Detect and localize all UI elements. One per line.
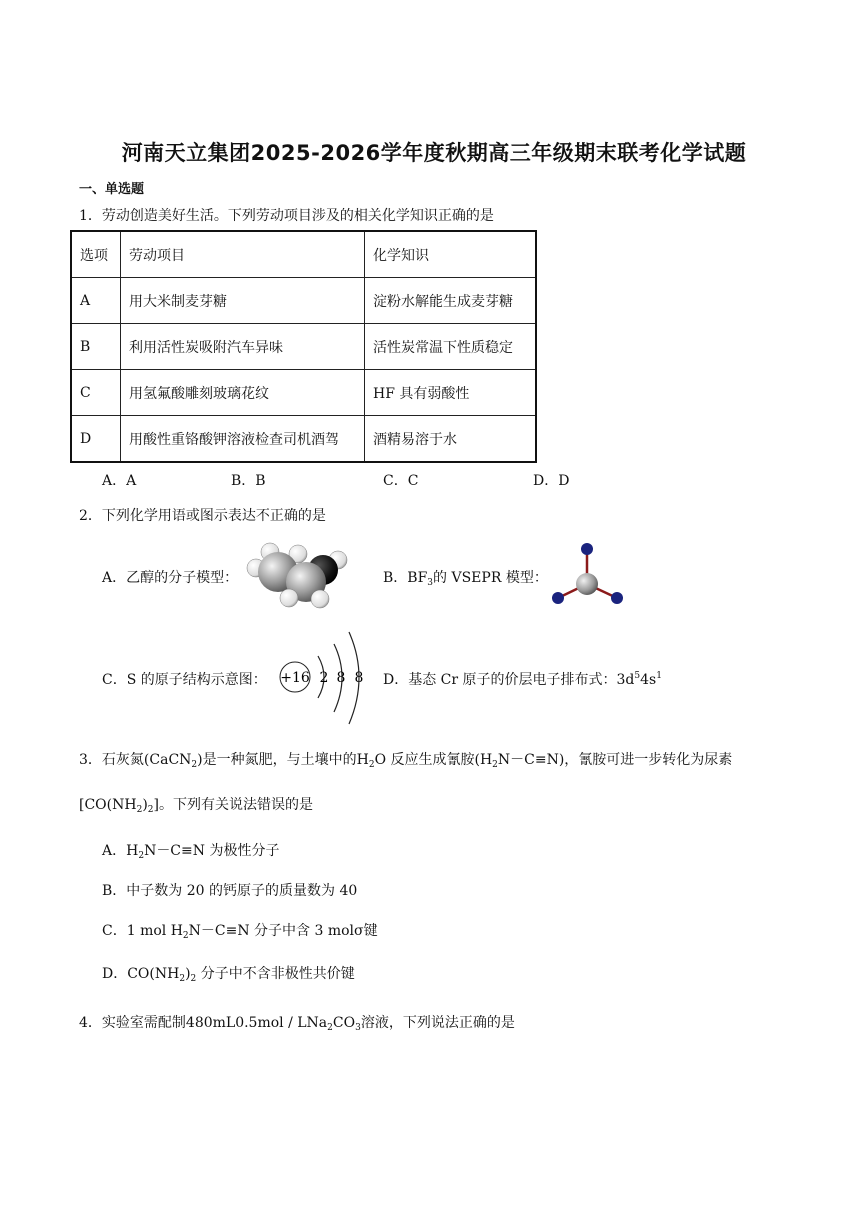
option-b-text: 的 VSEPR 模型： <box>433 570 548 586</box>
subscript: 2 <box>327 1023 333 1033</box>
option-text: C．1 mol H <box>102 923 183 939</box>
question-3-option-d <box>102 963 355 984</box>
formula: CO <box>332 1015 356 1031</box>
section-heading: 一、单选题 <box>79 182 145 197</box>
question-3-option-b: B．中子数为 20 的钙原子的质量数为 40 <box>102 883 358 899</box>
table-cell: 利用活性炭吸附汽车异味 <box>121 324 365 370</box>
subscript: 2 <box>191 760 198 770</box>
table-row <box>71 416 536 463</box>
subscript: 2 <box>136 805 143 815</box>
option-text: 分子中不含非极性共价键 <box>196 966 355 982</box>
formula: [CO(NH <box>79 797 137 813</box>
question-1-stem: 1．劳动创造美好生活。下列劳动项目涉及的相关化学知识正确的是 <box>79 208 494 224</box>
subscript: 3 <box>427 578 434 588</box>
option-d-text: 4s <box>640 672 657 688</box>
table-header-cell: 化学知识 <box>365 231 537 278</box>
table-cell: 用大米制麦芽糖 <box>121 278 365 324</box>
option-b-prefix: B．BF <box>383 570 428 586</box>
question-4-stem <box>79 1012 515 1033</box>
table-cell: 用酸性重铬酸钾溶液检查司机酒驾 <box>121 416 365 463</box>
stem-text: 溶液，下列说法正确的是 <box>360 1015 515 1031</box>
option-d-text: D．基态 Cr 原子的价层电子排布式：3d <box>383 672 635 688</box>
table-cell: D <box>71 416 121 463</box>
subscript: 2 <box>138 851 145 861</box>
subscript: 2 <box>182 931 189 941</box>
subscript: 2 <box>190 974 197 984</box>
question-3-stem-line-1 <box>79 749 732 770</box>
subscript: 3 <box>355 1023 361 1033</box>
question-3-option-c <box>102 920 378 941</box>
table-row <box>71 324 536 370</box>
formula: ) <box>197 752 203 768</box>
question-2-stem: 2．下列化学用语或图示表达不正确的是 <box>79 508 326 524</box>
formula: ) <box>142 797 148 813</box>
shell-electron-count: 8 <box>336 670 346 686</box>
table-cell: C <box>71 370 121 416</box>
table-cell: HF 具有弱酸性 <box>365 370 537 416</box>
shell-electron-count: 2 <box>319 670 329 686</box>
nucleus-charge-label: +16 <box>280 670 310 686</box>
question-3-option-a <box>102 840 279 861</box>
subscript: 2 <box>368 760 375 770</box>
sulfur-atom-structure-diagram <box>277 628 377 728</box>
table-header-row <box>71 231 536 278</box>
option-text: N－C≡N 为极性分子 <box>144 843 280 859</box>
stem-text: 4．实验室需配制480mL0.5mol / LNa <box>79 1015 328 1031</box>
question-1-option-a: A．A <box>102 473 137 489</box>
table-header-cell: 选项 <box>71 231 121 278</box>
subscript: 2 <box>492 760 498 770</box>
option-text: D．CO(NH <box>102 966 180 982</box>
stem-text: 3．石灰氮 <box>79 752 144 768</box>
table-cell: 酒精易溶于水 <box>365 416 537 463</box>
option-text: ) <box>185 966 191 982</box>
stem-text: N－C≡N)，氰胺可进一步转化为尿素 <box>497 752 733 768</box>
table-row <box>71 278 536 324</box>
superscript: 5 <box>634 671 641 681</box>
stem-text: O 反应生成氰胺(H <box>374 752 493 768</box>
table-cell: 淀粉水解能生成麦芽糖 <box>365 278 537 324</box>
question-1-table <box>70 230 537 463</box>
shell-electron-count: 8 <box>354 670 364 686</box>
table-cell: 用氢氟酸雕刻玻璃花纹 <box>121 370 365 416</box>
option-text: N－C≡N 分子中含 3 molσ键 <box>188 923 378 939</box>
question-2-option-a: A．乙醇的分子模型： <box>102 570 239 586</box>
question-3-stem-line-2 <box>79 794 313 815</box>
question-1-option-d: D．D <box>533 473 570 489</box>
ethanol-molecule-model <box>248 540 358 610</box>
table-cell: 活性炭常温下性质稳定 <box>365 324 537 370</box>
subscript: 2 <box>179 974 186 984</box>
stem-text: ]。下列有关说法错误的是 <box>153 797 313 813</box>
exam-title: 河南天立集团2025-2026学年度秋期高三年级期末联考化学试题 <box>121 141 747 165</box>
bf3-vsepr-model <box>547 540 627 610</box>
question-1-option-b: B．B <box>231 473 266 489</box>
question-1-option-c: C．C <box>383 473 419 489</box>
table-header-cell: 劳动项目 <box>121 231 365 278</box>
superscript: 1 <box>656 671 662 681</box>
table-row <box>71 370 536 416</box>
question-2-option-d <box>383 669 662 689</box>
table-cell: A <box>71 278 121 324</box>
stem-text: 是一种氮肥，与土壤中的H <box>202 752 369 768</box>
question-2-option-c: C．S 的原子结构示意图： <box>102 672 267 688</box>
subscript: 2 <box>147 805 154 815</box>
formula: (CaCN <box>143 752 192 768</box>
table-cell: B <box>71 324 121 370</box>
option-text: A．H <box>102 843 139 859</box>
question-2-option-b <box>383 567 548 588</box>
